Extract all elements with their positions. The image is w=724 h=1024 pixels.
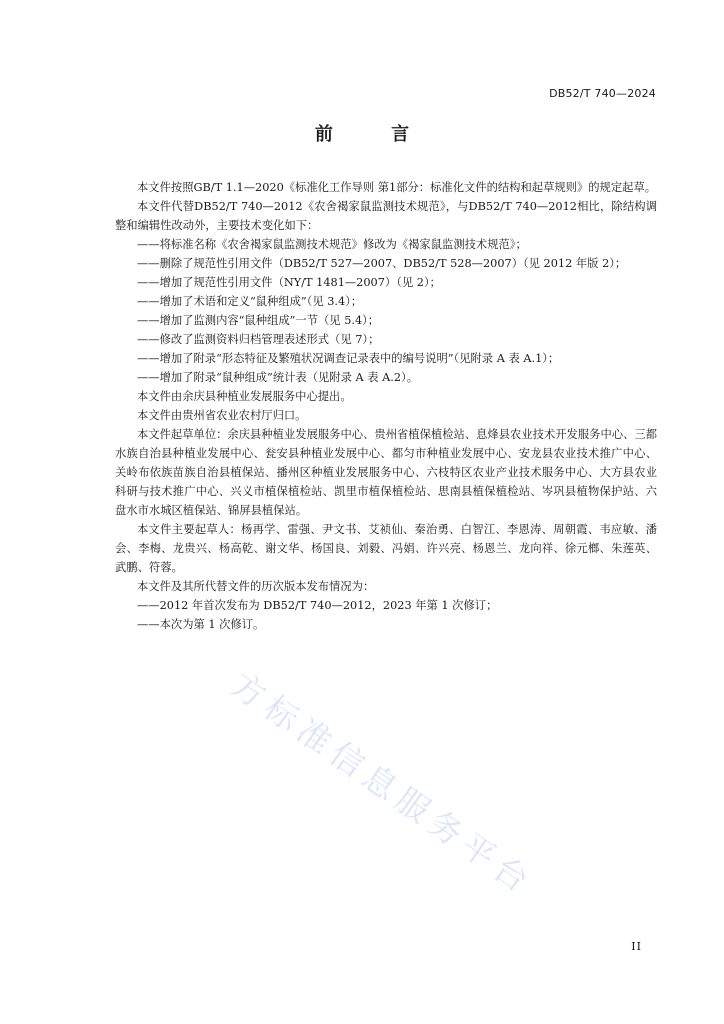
watermark: 方标准信息服务平台 [224, 664, 542, 904]
change-item: ——删除了规范性引用文件（DB52/T 527—2007、DB52/T 528—2007）（见 2012 年版 2）； [137, 257, 627, 270]
change-item: ——增加了监测内容“鼠种组成”一节（见 5.4）； [137, 314, 380, 327]
change-item: ——增加了术语和定义“鼠种组成”（见 3.4）； [137, 295, 363, 308]
paragraph-history-intro: 本文件及其所代替文件的历次版本发布情况为： [137, 580, 375, 593]
change-item: ——增加了规范性引用文件（NY/T 1481—2007）（见 2）； [137, 276, 441, 289]
page-number: II [631, 940, 642, 953]
paragraph-replacement: 本文件代替DB52/T 740—2012《农舍褐家鼠监测技术规范》，与DB52/T 740—2012相比，除结构调整和编辑性改动外，主要技术变化如下： [115, 200, 657, 232]
paragraph-proposer: 本文件由余庆县种植业发展服务中心提出。 [137, 390, 352, 403]
history-item: ——2012 年首次发布为 DB52/T 740—2012，2023 年第 1 次修订； [137, 599, 498, 612]
change-item: ——增加了附录“鼠种组成”统计表（见附录 A 表 A.2）。 [137, 371, 419, 384]
paragraph-drafters: 本文件主要起草人：杨再学、雷强、尹文书、艾祯仙、秦治勇、白智江、李恩涛、周朝霞、韦应敏、潘会、李梅、龙贵兴、杨高乾、谢文华、杨国良、刘毅、冯娟、许兴亮、杨恩兰、龙向祥、徐元榔、朱莲英、武鹏、符蓉。 [115, 523, 657, 574]
change-item: ——将标准名称《农舍褐家鼠监测技术规范》修改为《褐家鼠监测技术规范》； [137, 238, 527, 251]
paragraph-drafting-rules: 本文件按照GB/T 1.1—2020《标准化工作导则 第1部分：标准化文件的结构和起草规则》的规定起草。 [137, 181, 657, 194]
paragraph-administrator: 本文件由贵州省农业农村厅归口。 [137, 409, 307, 422]
paragraph-drafting-units: 本文件起草单位：余庆县种植业发展服务中心、贵州省植保植检站、息烽县农业技术开发服务中心、三都水族自治县种植业发展中心、瓮安县种植业发展中心、都匀市种植业发展中心、安龙县农业技术推广中心、关岭布依族苗族自治县植保站、播州区种植业发展服务中心、六枝特区农业产业技术服务中心、大方县农业科研与技术推广中心、兴义市植保植检站、凯里市植保植检站、思南县植保植检站、岑巩县植物保护站、六盘水市水城区植保站、锦屏县植保站。 [115, 428, 657, 517]
history-item: ——本次为第 1 次修订。 [137, 618, 265, 631]
page-title: 前 言 [314, 124, 436, 145]
change-item: ——修改了监测资料归档管理表述形式（见 7）； [137, 333, 380, 346]
foreword-body [115, 178, 657, 634]
standard-code: DB52/T 740—2024 [549, 87, 656, 100]
change-item: ——增加了附录“形态特征及繁殖状况调查记录表中的编号说明”（见附录 A 表 A.1）； [137, 352, 560, 365]
